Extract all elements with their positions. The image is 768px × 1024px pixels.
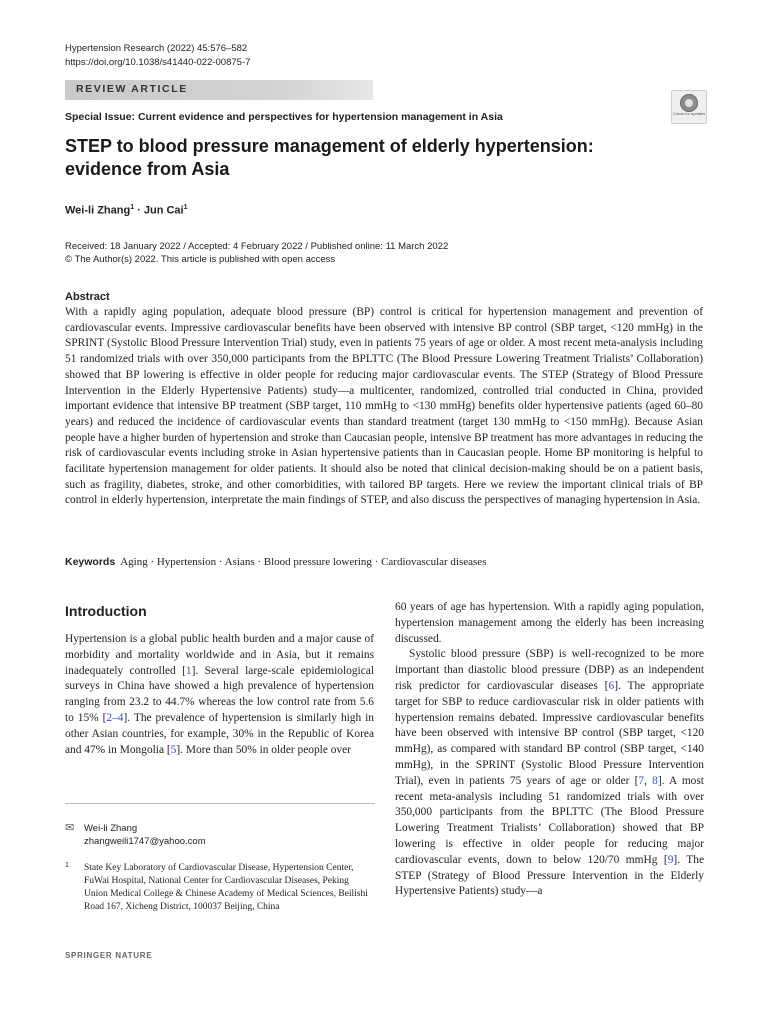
- doi-link[interactable]: https://doi.org/10.1038/s41440-022-00875-7: [65, 57, 251, 68]
- section-heading-introduction: Introduction: [65, 603, 147, 619]
- envelope-icon: ✉: [65, 822, 75, 834]
- footnote-divider: [65, 803, 375, 804]
- reference-link[interactable]: 8: [652, 774, 658, 787]
- correspondence-email[interactable]: zhangweili1747@yahoo.com: [84, 836, 206, 847]
- affiliation-text: State Key Laboratory of Cardiovascular Disease, Hypertension Center, FuWai Hospital, National Center for Cardiovascular Diseases, Peking Union Medical College & Chinese Academy of Medical Sciences, Beilishi Road 167, Xicheng District, 100037 Beijing, China: [84, 863, 368, 912]
- reference-link[interactable]: 1: [185, 664, 192, 677]
- author-separator: ·: [134, 204, 144, 217]
- article-title: STEP to blood pressure management of elderly hypertension: evidence from Asia: [65, 136, 594, 179]
- check-for-updates-badge[interactable]: [671, 90, 707, 124]
- special-issue-line: Special Issue: Current evidence and perspectives for hypertension management in Asia: [65, 111, 503, 123]
- article-type-banner: [65, 80, 373, 100]
- author-name[interactable]: Wei-li Zhang: [65, 204, 131, 217]
- keywords-list: Aging · Hypertension · Asians · Blood pressure lowering · Cardiovascular diseases: [120, 556, 487, 568]
- publication-dates: [65, 240, 448, 266]
- author-name[interactable]: Jun Cai: [143, 204, 184, 217]
- body-paragraph: Systolic blood pressure (SBP) is well-recognized to be more important than diastolic blood pressure (DBP) as an independent risk predictor for cardiovascular diseases [6]. The appropriate target for SBP to reduce cardiovascular risk in older patients with hypertension remains debated. Impressive cardiovascular benefits have been observed with intensive BP control (SBP target, <120 mmHg), as compared with standard BP control (SBP target, <140 mmHg), in the SPRINT (Systolic Blood Pressure Intervention Trial), even in patients 75 years of age or older [7, 8]. A most recent meta-analysis including 51 randomized trials with over 350,000 participants from the BPLTTC (The Blood Pressure Lowering Treatment Trialists’ Collaboration) showed that BP lowering is effective in older people for reducing major cardiovascular events, down to below 120/70 mmHg [9]. The STEP (Strategy of Blood Pressure Intervention in the Elderly Hypertensive Patients) study—a: [395, 648, 704, 898]
- journal-citation: Hypertension Research (2022) 45:576–582: [65, 43, 248, 54]
- keywords-line: [65, 556, 705, 568]
- journal-header: [65, 42, 250, 70]
- reference-link[interactable]: 7: [638, 774, 645, 787]
- reference-link[interactable]: 2–4: [106, 711, 124, 724]
- reference-link[interactable]: 5: [170, 743, 177, 756]
- body-paragraph: Hypertension is a global public health burden and a major cause of morbidity and mortality worldwide and in Asia, but it remains inadequately controlled [1]. Several large-scale epidemiological surveys in China have showed a high prevalence of hypertension ranging from 23.2 to 44.7% whereas the low control rate from 5.6 to 15% [2–4]. The prevalence of hypertension is similarly high in other Asian countries, for example, 30% in the Republic of Korea and 47% in Mongolia [5]. More than 50% in older people over: [65, 633, 374, 756]
- reference-link[interactable]: 6: [608, 679, 615, 692]
- body-paragraph: 60 years of age has hypertension. With a rapidly aging population, hypertension management among the elderly has been increasing discussed.: [395, 601, 704, 645]
- publisher-logo: SPRINGER NATURE: [65, 951, 153, 960]
- article-type-label: REVIEW ARTICLE: [76, 83, 188, 95]
- license-line: © The Author(s) 2022. This article is published with open access: [65, 254, 336, 265]
- author-list: [65, 204, 188, 217]
- check-updates-text: Check for updates: [672, 111, 706, 116]
- affiliation-number: 1: [65, 862, 69, 869]
- reference-link[interactable]: 9: [667, 853, 674, 866]
- author-affiliation-mark: 1: [130, 204, 135, 211]
- body-column-right: [395, 600, 704, 900]
- dates-line: Received: 18 January 2022 / Accepted: 4 February 2022 / Published online: 11 March 2022: [65, 241, 449, 252]
- abstract-heading: Abstract: [65, 291, 110, 303]
- author-affiliation-mark: 1: [183, 204, 188, 211]
- check-updates-icon: [680, 94, 698, 112]
- correspondence-name: Wei-li Zhang: [84, 823, 138, 834]
- keywords-label: Keywords: [65, 556, 116, 568]
- abstract-text: With a rapidly aging population, adequate blood pressure (BP) control is critical for hypertension management and prevention of cardiovascular events. Impressive cardiovascular benefits have been observed with intensive BP control (SBP target, <120 mmHg) in the SPRINT (Systolic Blood Pressure Intervention Trial) study, even in patients 75 years of age or older. A most recent meta-analysis including 51 randomized trials with over 350,000 participants from the BPLTTC (The Blood Pressure Lowering Treatment Trialists’ Collaboration) showed that BP lowering is effective in older people for reducing major cardiovascular events. The STEP (Strategy of Blood Pressure Intervention in the Elderly Hypertensive Patients) study—a multicenter, randomized, controlled trial conducted in China, provided important evidence that intensive BP treatment (SBP target, 110 mmHg to <130 mmHg) benefits older hypertensive patients (aged 60–80 years) and reduced the incidence of cardiovascular events than standard treatment (target 130 mmHg to <150 mmHg). Because Asian people have a higher burden of hypertension and stroke than Caucasian people, intensive BP treatment has more advantages in reducing the risk of cardiovascular events including stroke in Asian hypertensive patients than in Caucasian people. Home BP monitoring is helpful to facilitate hypertension management for older patients. It should also be noted that clinical decision-making should be on a patient basis, such as fragility, diabetes, stroke, and other comorbidities, with tailored BP targets. Here we review the important clinical trials of BP control in elderly hypertension, interpretate the main findings of STEP, and also discuss the perspectives of managing hypertension in Asia.: [65, 306, 703, 507]
- body-column-left: [65, 632, 374, 758]
